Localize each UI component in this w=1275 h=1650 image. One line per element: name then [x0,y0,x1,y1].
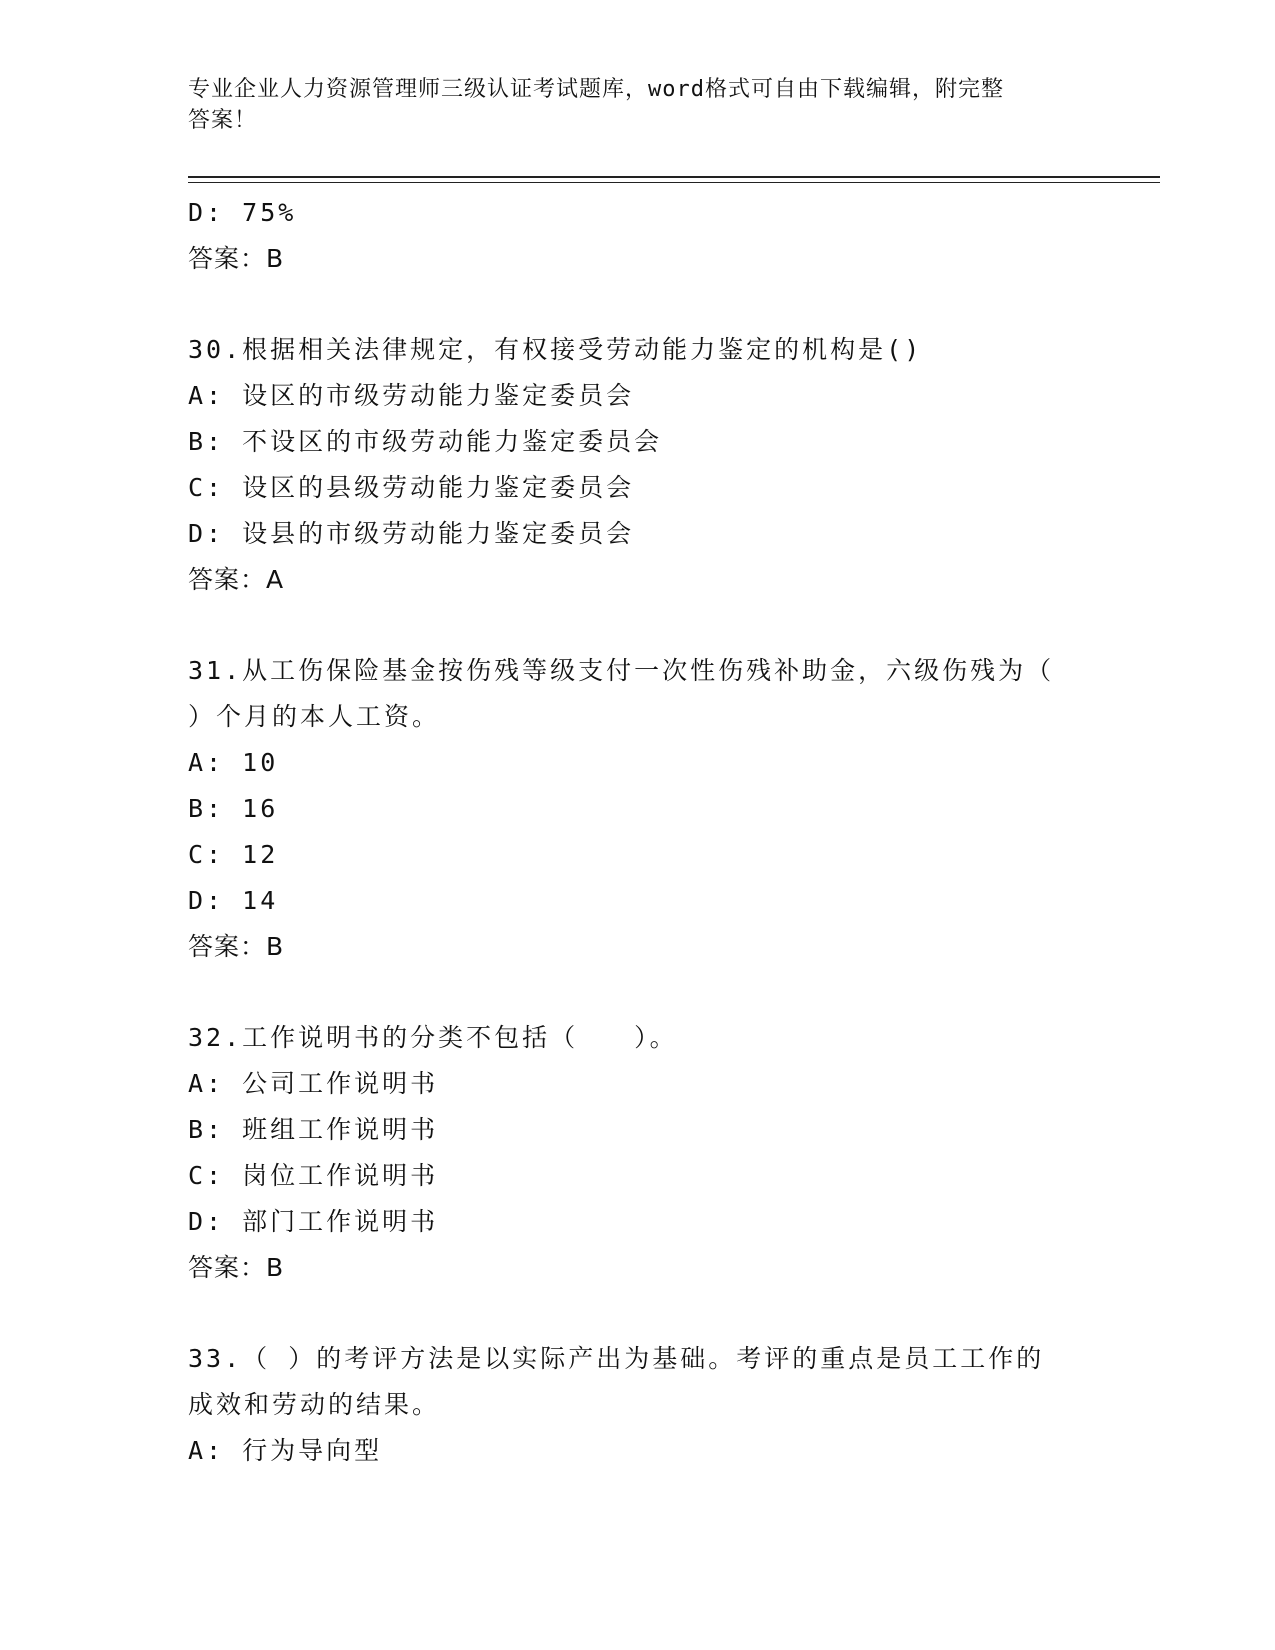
answer: 答案：A [188,565,285,594]
option-a: A: 行为导向型 [188,1436,383,1465]
option-a: A: 公司工作说明书 [188,1069,439,1098]
answer: 答案：B [188,1253,285,1282]
option-d: D: 75% [188,198,297,227]
question-31-text: 31.从工伤保险基金按伤残等级支付一次性伤残补助金，六级伤残为（ [188,656,1055,685]
page-header [188,74,1088,136]
option-b: B: 班组工作说明书 [188,1115,439,1144]
question-32-text: 32.工作说明书的分类不包括（ ）。 [188,1023,678,1052]
option-d: D: 部门工作说明书 [188,1207,439,1236]
question-30-text: 30.根据相关法律规定，有权接受劳动能力鉴定的机构是() [188,335,923,364]
option-b: B: 16 [188,794,279,823]
option-c: C: 设区的县级劳动能力鉴定委员会 [188,473,635,502]
answer: 答案：B [188,244,285,273]
header-rule-thin [188,182,1160,183]
header-line-1: 专业企业人力资源管理师三级认证考试题库，word格式可自由下载编辑，附完整 [188,77,1004,102]
option-b: B: 不设区的市级劳动能力鉴定委员会 [188,427,663,456]
option-c: C: 岗位工作说明书 [188,1161,439,1190]
option-d: D: 14 [188,886,279,915]
option-a: A: 10 [188,748,279,777]
header-rule [188,176,1160,178]
question-31-text-cont: ）个月的本人工资。 [188,702,441,731]
option-d: D: 设县的市级劳动能力鉴定委员会 [188,519,635,548]
answer: 答案：B [188,932,285,961]
header-line-2: 答案！ [188,108,258,133]
option-a: A: 设区的市级劳动能力鉴定委员会 [188,381,635,410]
option-c: C: 12 [188,840,279,869]
question-33-text: 33.（ ）的考评方法是以实际产出为基础。考评的重点是员工工作的 [188,1344,1045,1373]
question-33-text-cont: 成效和劳动的结果。 [188,1390,441,1419]
question-content [188,190,1088,1474]
